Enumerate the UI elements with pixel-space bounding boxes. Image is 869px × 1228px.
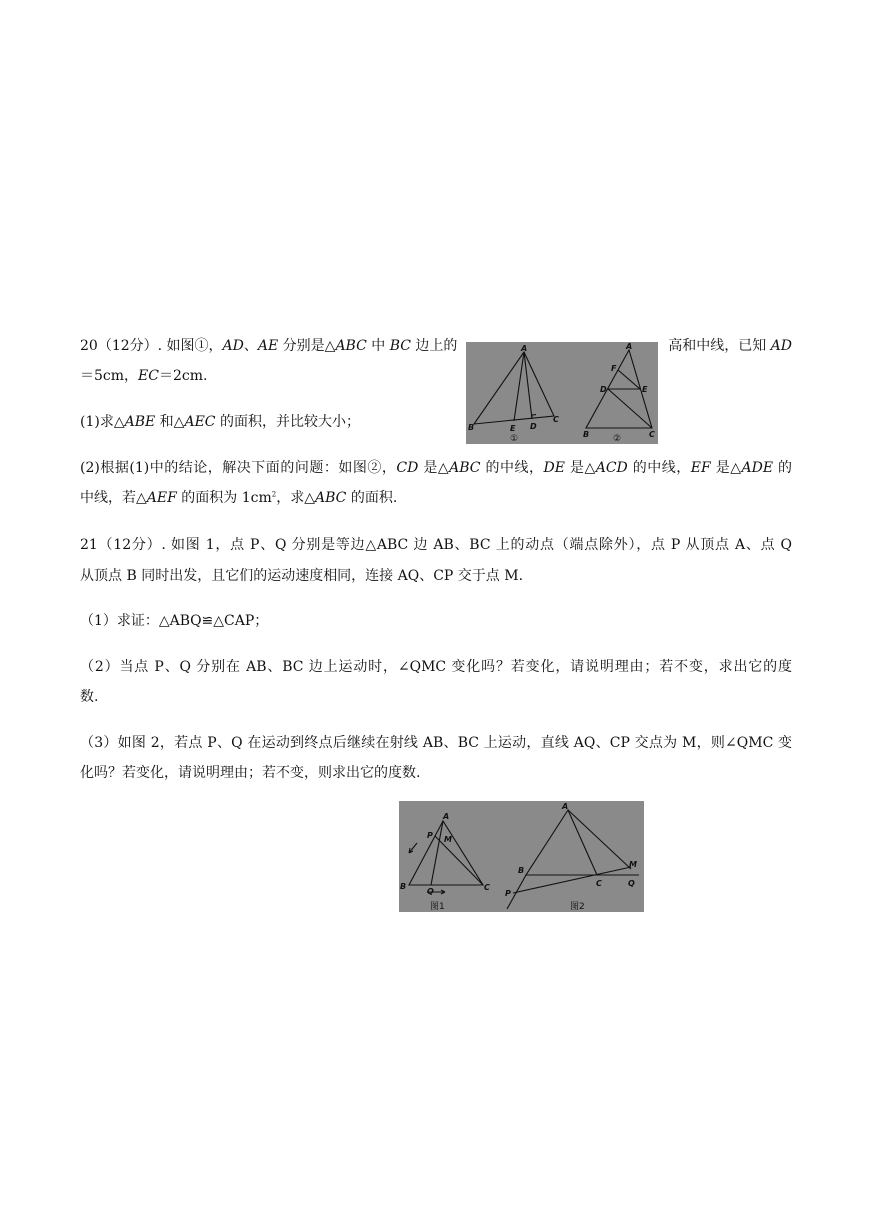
fig1-label-c: C bbox=[484, 883, 490, 892]
fig1-label-a: A bbox=[443, 812, 450, 821]
q21-line-1: 21（12分）. 如图 1，点 P、Q 分别是等边△ABC 边 AB、BC 上的动点（端点除外），点 P 从顶点 A、点 Q bbox=[80, 537, 792, 553]
fig2-median-cd bbox=[608, 389, 652, 428]
fig1-altitude-ad bbox=[524, 352, 532, 419]
fig2-median-ef bbox=[618, 370, 640, 389]
q21-line-2: 从顶点 B 同时出发，且它们的运动速度相同，连接 AQ、CP 交于点 M. bbox=[80, 568, 524, 584]
fig1-label-b: B bbox=[400, 882, 407, 891]
fig2-label-m: M bbox=[629, 860, 637, 869]
fig2-line-cp bbox=[513, 867, 631, 893]
fig1-caption: ① bbox=[510, 434, 519, 444]
q20-part-1: (1)求△ABE 和△AEC 的面积，并比较大小； bbox=[80, 414, 360, 430]
fig1-label-e: E bbox=[510, 424, 516, 433]
q21-part-2: （2）当点 P、Q 分别在 AB、BC 边上运动时，∠QMC 变化吗？若变化，请说明理由；若不变，求出它的度 bbox=[80, 659, 792, 675]
q20-part-2-cont: 中线，若△AEF 的面积为 $1cm^2$，求△ABC 的面积. bbox=[80, 490, 398, 506]
fig1-segment-cp bbox=[435, 836, 483, 885]
fig1-triangle-abc bbox=[474, 352, 554, 424]
fig2-label-c: C bbox=[649, 430, 655, 439]
fig2-label-q: Q bbox=[628, 879, 635, 888]
fig2-caption: ② bbox=[613, 434, 622, 444]
fig2-line-aq bbox=[568, 810, 631, 869]
fig2-label-a: A bbox=[562, 802, 569, 811]
fig2-caption: 图2 bbox=[570, 902, 585, 912]
fig1-label-p: P bbox=[427, 831, 433, 840]
fig2-label-p: P bbox=[505, 889, 511, 898]
q20-line-2: ＝5cm，EC＝2cm. bbox=[80, 368, 208, 384]
q20-figure bbox=[466, 342, 658, 444]
fig1-median-ae bbox=[514, 352, 524, 421]
q21-figure bbox=[399, 801, 644, 912]
fig1-label-a: A bbox=[521, 344, 528, 353]
q20-part-2: (2)根据(1)中的结论，解决下面的问题：如图②，CD 是△ABC 的中线，DE 是△ACD 的中线，EF 是△ADE 的 bbox=[80, 460, 793, 476]
fig1-triangle-abc bbox=[409, 821, 483, 885]
fig1-label-c: C bbox=[553, 415, 559, 424]
fig2-label-a: A bbox=[626, 342, 633, 351]
q20-line-1: 20（12分）. 如图①，AD、AE 分别是△ABC 中 BC 边上的 bbox=[80, 338, 458, 354]
fig1-label-d: D bbox=[530, 422, 537, 431]
q21-part-1: （1）求证：△ABQ≌△CAP； bbox=[80, 613, 269, 629]
q21-part-2-cont: 数. bbox=[80, 689, 99, 705]
fig2-triangle-abc bbox=[526, 810, 597, 875]
q20-figure-svg bbox=[466, 342, 658, 444]
q21-part-3-cont: 化吗？若变化，请说明理由；若不变，则求出它的度数. bbox=[80, 765, 421, 781]
fig1-label-m: M bbox=[444, 835, 452, 844]
q21-part-3: （3）如图 2，若点 P、Q 在运动到终点后继续在射线 AB、BC 上运动，直线 AQ、CP 交点为 M，则∠QMC 变 bbox=[80, 735, 792, 751]
fig2-label-d: D bbox=[600, 385, 607, 394]
fig1-label-q: Q bbox=[427, 887, 434, 896]
q21-figure-svg bbox=[399, 801, 644, 912]
fig2-label-e: E bbox=[642, 385, 648, 394]
fig2-label-f: F bbox=[611, 364, 617, 373]
fig1-caption: 图1 bbox=[430, 902, 445, 912]
fig2-label-c: C bbox=[596, 879, 602, 888]
fig2-label-b: B bbox=[583, 430, 590, 439]
fig2-label-b: B bbox=[518, 866, 525, 875]
q20-line-1-right: 高和中线，已知 AD bbox=[668, 338, 792, 354]
fig1-label-b: B bbox=[468, 423, 475, 432]
